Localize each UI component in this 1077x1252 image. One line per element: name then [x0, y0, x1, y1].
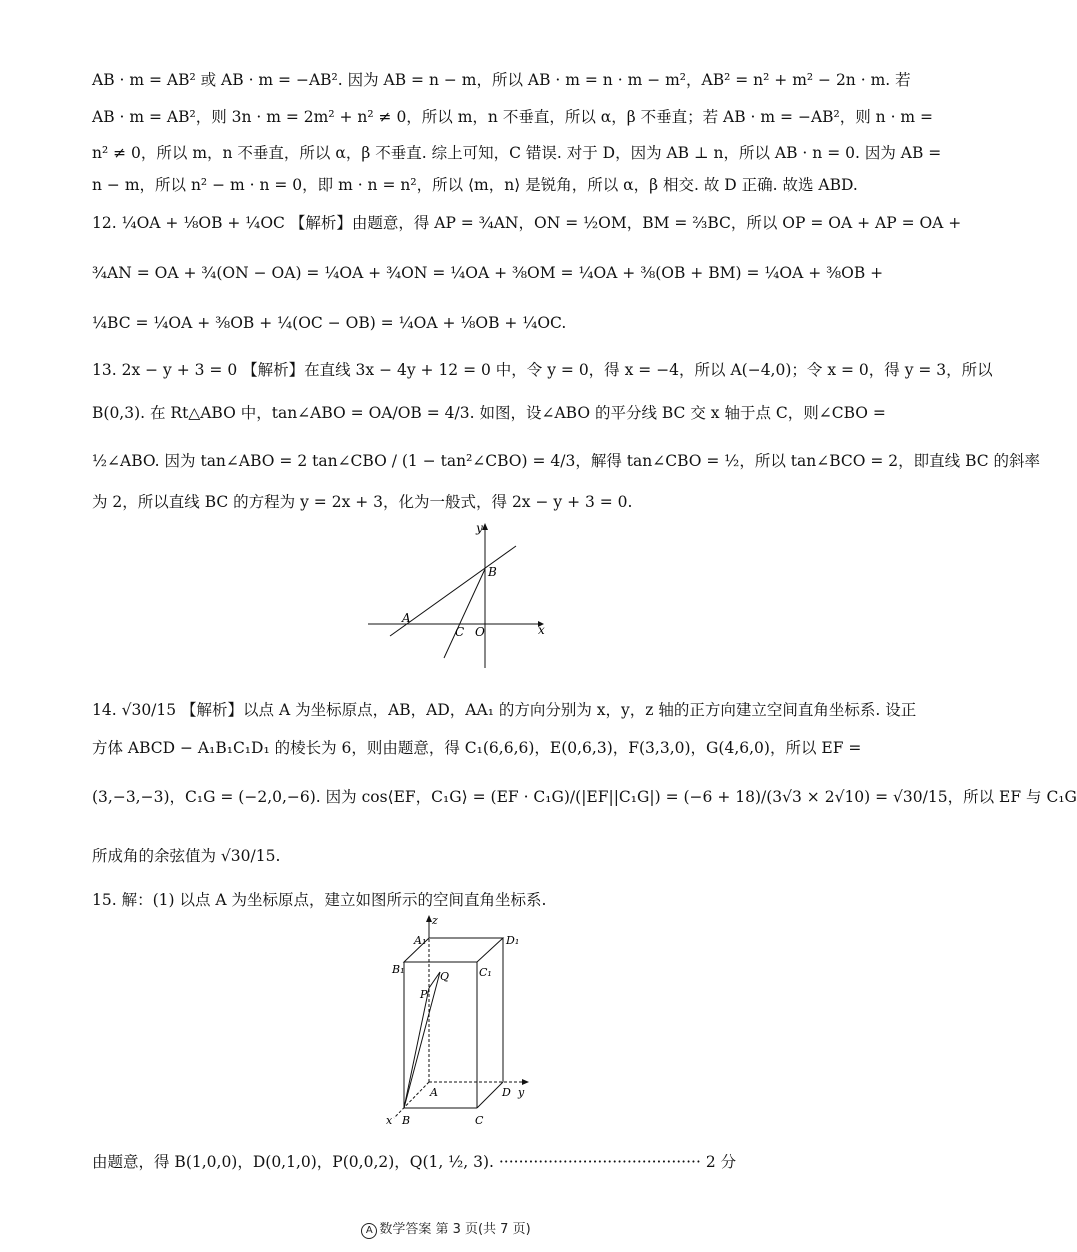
line-bisector-figure: [360, 518, 550, 674]
z-label: z: [432, 914, 438, 927]
q14-line-2: 方体 ABCD − A₁B₁C₁D₁ 的棱长为 6，则由题意，得 C₁(6,6,6)，E(0,6,3)，F(3,3,0)，G(4,6,0)，所以 EF =: [92, 739, 862, 757]
point-a-label: A: [402, 611, 411, 625]
q12-line-3: ¼BC = ¼OA + ⅜OB + ¼(OC − OB) = ¼OA + ⅛OB + ¼OC.: [92, 314, 567, 332]
point-a-label: A: [430, 1086, 438, 1099]
point-c-label: C: [475, 1114, 484, 1127]
q13-line-1: 13. 2x − y + 3 = 0 【解析】在直线 3x − 4y + 12 = 0 中，令 y = 0，得 x = −4，所以 A(−4,0)；令 x = 0，得 y = 3，所以: [92, 361, 993, 379]
point-c1-label: C₁: [479, 966, 492, 979]
point-b-label: B: [402, 1114, 411, 1127]
q13-line-4: 为 2，所以直线 BC 的方程为 y = 2x + 3，化为一般式，得 2x − y + 3 = 0.: [92, 493, 633, 511]
q15-line-1: 15. 解：(1) 以点 A 为坐标原点，建立如图所示的空间直角坐标系.: [92, 891, 547, 909]
page-footer: [0, 1218, 892, 1239]
point-d1-label: D₁: [506, 934, 520, 947]
x-label: x: [538, 623, 545, 637]
prism-figure: [380, 910, 540, 1132]
y-axis-arrow: [482, 523, 488, 530]
q14-line-3: (3,−3,−3)，C₁G = (−2,0,−6). 因为 cos⟨EF，C₁G⟩ = (EF · C₁G)/(|EF||C₁G|) = (−6 + 18)/(3√3 × 2√10) = √30/15，所以 EF 与 C₁G: [92, 788, 1077, 806]
point-b-label: B: [488, 565, 497, 579]
y-label: y: [476, 521, 483, 535]
line-3: n² ≠ 0，所以 m，n 不垂直，所以 α，β 不垂直. 综上可知，C 错误. 对于 D，因为 AB ⊥ n，所以 AB · n = 0. 因为 AB =: [92, 144, 942, 162]
point-a1-label: A₁: [414, 934, 427, 947]
q14-line-1: 14. √30/15 【解析】以点 A 为坐标原点，AB，AD，AA₁ 的方向分别为 x，y，z 轴的正方向建立空间直角坐标系. 设正: [92, 701, 917, 719]
point-c-label: C: [455, 625, 465, 639]
x-label: x: [386, 1114, 393, 1127]
y-label: y: [518, 1086, 525, 1099]
point-q-label: Q: [440, 970, 450, 983]
y-axis-arrow: [522, 1079, 529, 1085]
point-d-label: D: [502, 1086, 511, 1099]
x-axis-hidden: [394, 1082, 429, 1118]
point-o-label: O: [475, 625, 485, 639]
line-2: AB · m = AB²，则 3n · m = 2m² + n² ≠ 0，所以 m，n 不垂直，所以 α，β 不垂直；若 AB · m = −AB²，则 n · m =: [92, 108, 934, 126]
line-4: n − m，所以 n² − m · n = 0，即 m · n = n²，所以 ⟨m，n⟩ 是锐角，所以 α，β 相交. 故 D 正确. 故选 ABD.: [92, 176, 858, 194]
point-b1-label: B₁: [392, 963, 405, 976]
footer-text: 数学答案 第 3 页(共 7 页): [379, 1222, 531, 1237]
line-bp: [404, 988, 429, 1108]
q13-line-3: ½∠ABO. 因为 tan∠ABO = 2 tan∠CBO / (1 − tan²∠CBO) = 4/3，解得 tan∠CBO = ½，所以 tan∠BCO = 2，即直线 BC 的斜率: [92, 452, 1041, 470]
q14-line-4: 所成角的余弦值为 √30/15.: [92, 847, 281, 865]
q13-line-2: B(0,3). 在 Rt△ABO 中，tan∠ABO = OA/OB = 4/3. 如图，设∠ABO 的平分线 BC 交 x 轴于点 C，则∠CBO =: [92, 404, 886, 422]
paper-version-badge: A: [361, 1223, 377, 1239]
q15-line-2: 由题意，得 B(1,0,0)，D(0,1,0)，P(0,0,2)，Q(1, ½, 3). ········································· 2 分: [92, 1153, 737, 1171]
point-p-label: P: [420, 988, 428, 1001]
edge-cd: [477, 1082, 503, 1108]
q12-line-1: 12. ¼OA + ⅛OB + ¼OC 【解析】由题意，得 AP = ¾AN，ON = ½OM，BM = ⅔BC，所以 OP = OA + AP = OA +: [92, 214, 962, 232]
q12-line-2: ¾AN = OA + ¾(ON − OA) = ¼OA + ¾ON = ¼OA + ⅜OM = ¼OA + ⅜(OB + BM) = ¼OA + ⅜OB +: [92, 264, 884, 282]
line-1: AB · m = AB² 或 AB · m = −AB². 因为 AB = n − m，所以 AB · m = n · m − m²，AB² = n² + m² − 2n · m. 若: [92, 71, 911, 89]
